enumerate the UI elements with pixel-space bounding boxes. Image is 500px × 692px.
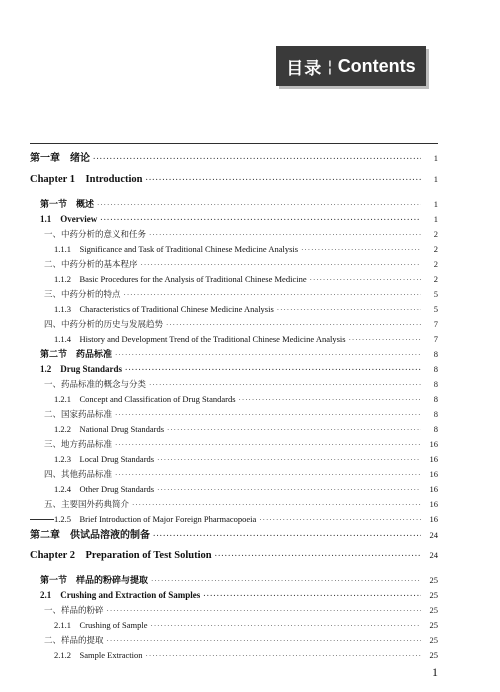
toc-entry-1-2-5-en[interactable]: 1.2.5 Brief Introduction of Major Foreign Pharmacopoeia ····· 16 <box>54 512 438 526</box>
toc-entry-2-1-2-zh[interactable]: 二、样品的提取 ····· 25 <box>44 633 438 647</box>
toc-entry-1-2-3-en[interactable]: 1.2.3 Local Drug Standards ····· 16 <box>54 452 438 466</box>
toc-entry-2-1-1-en[interactable]: 2.1.1 Crushing of Sample ····· 25 <box>54 618 438 632</box>
toc-entry-1-2-2-en[interactable]: 1.2.2 National Drug Standards ····· 8 <box>54 422 438 436</box>
toc-entry-1-2-1-zh[interactable]: 一、药品标准的概念与分类 ····· 8 <box>44 377 438 391</box>
toc-entry-1-2-4-zh[interactable]: 四、其他药品标准 ····· 16 <box>44 467 438 481</box>
toc-entry-1-1-4-en[interactable]: 1.1.4 History and Development Trend of the Traditional Chinese Medicine Analysis ····· 7 <box>54 332 438 346</box>
toc-entry-section-2-1-en[interactable]: 2.1 Crushing and Extraction of Samples ····· 25 <box>40 588 438 602</box>
toc-entry-1-1-1-zh[interactable]: 一、中药分析的意义和任务 ····· 2 <box>44 227 438 241</box>
toc-entry-section-2-1-zh[interactable]: 第一节 样品的粉碎与提取 ····· 25 <box>40 573 438 587</box>
toc-entry-1-1-2-en[interactable]: 1.1.2 Basic Procedures for the Analysis of Traditional Chinese Medicine ····· 2 <box>54 272 438 286</box>
toc-entry-1-2-1-en[interactable]: 1.2.1 Concept and Classification of Drug Standards ····· 8 <box>54 392 438 406</box>
header-title-zh: 目录 <box>286 58 323 79</box>
chapter-1-rule <box>30 143 438 144</box>
toc-entry-2-1-2-en[interactable]: 2.1.2 Sample Extraction ····· 25 <box>54 648 438 662</box>
toc-entry-1-1-3-zh[interactable]: 三、中药分析的特点 ····· 5 <box>44 287 438 301</box>
toc-entry-1-1-1-en[interactable]: 1.1.1 Significance and Task of Traditional Chinese Medicine Analysis ····· 2 <box>54 242 438 256</box>
toc-entry-1-2-2-zh[interactable]: 二、国家药品标准 ····· 8 <box>44 407 438 421</box>
toc-entry-section-1-en[interactable]: 1.1 Overview ····· 1 <box>40 212 438 226</box>
toc-entry-section-1-zh[interactable]: 第一节 概述 ····· 1 <box>40 197 438 211</box>
toc-entry-1-2-3-zh[interactable]: 三、地方药品标准 ····· 16 <box>44 437 438 451</box>
toc-entry-chapter-1-zh[interactable]: 第一章 绪论 ····· 1 <box>30 151 438 165</box>
page-number: 1 <box>432 665 438 679</box>
toc-entry-chapter-1-en[interactable]: Chapter 1 Introduction ····· 1 <box>30 172 438 186</box>
toc-entry-2-1-1-zh[interactable]: 一、样品的粉碎 ····· 25 <box>44 603 438 617</box>
toc-entry-chapter-2-zh[interactable]: 第二章 供试品溶液的制备 ····· 24 <box>30 528 438 542</box>
toc-entry-1-1-3-en[interactable]: 1.1.3 Characteristics of Traditional Chinese Medicine Analysis ····· 5 <box>54 302 438 316</box>
toc-entry-chapter-2-en[interactable]: Chapter 2 Preparation of Test Solution ····· 24 <box>30 548 438 562</box>
toc-entry-1-2-5-zh[interactable]: 五、主要国外药典简介 ····· 16 <box>44 497 438 511</box>
toc-entry-1-2-4-en[interactable]: 1.2.4 Other Drug Standards ····· 16 <box>54 482 438 496</box>
header-title-en: Contents <box>337 55 416 76</box>
toc-entry-section-2-en[interactable]: 1.2 Drug Standards ····· 8 <box>40 362 438 376</box>
contents-header <box>276 46 426 86</box>
toc-entry-1-1-2-zh[interactable]: 二、中药分析的基本程序 ····· 2 <box>44 257 438 271</box>
header-separator: ¦ <box>327 56 333 76</box>
toc-entry-1-1-4-zh[interactable]: 四、中药分析的历史与发展趋势 ····· 7 <box>44 317 438 331</box>
toc-entry-section-2-zh[interactable]: 第二节 药品标准 ····· 8 <box>40 347 438 361</box>
